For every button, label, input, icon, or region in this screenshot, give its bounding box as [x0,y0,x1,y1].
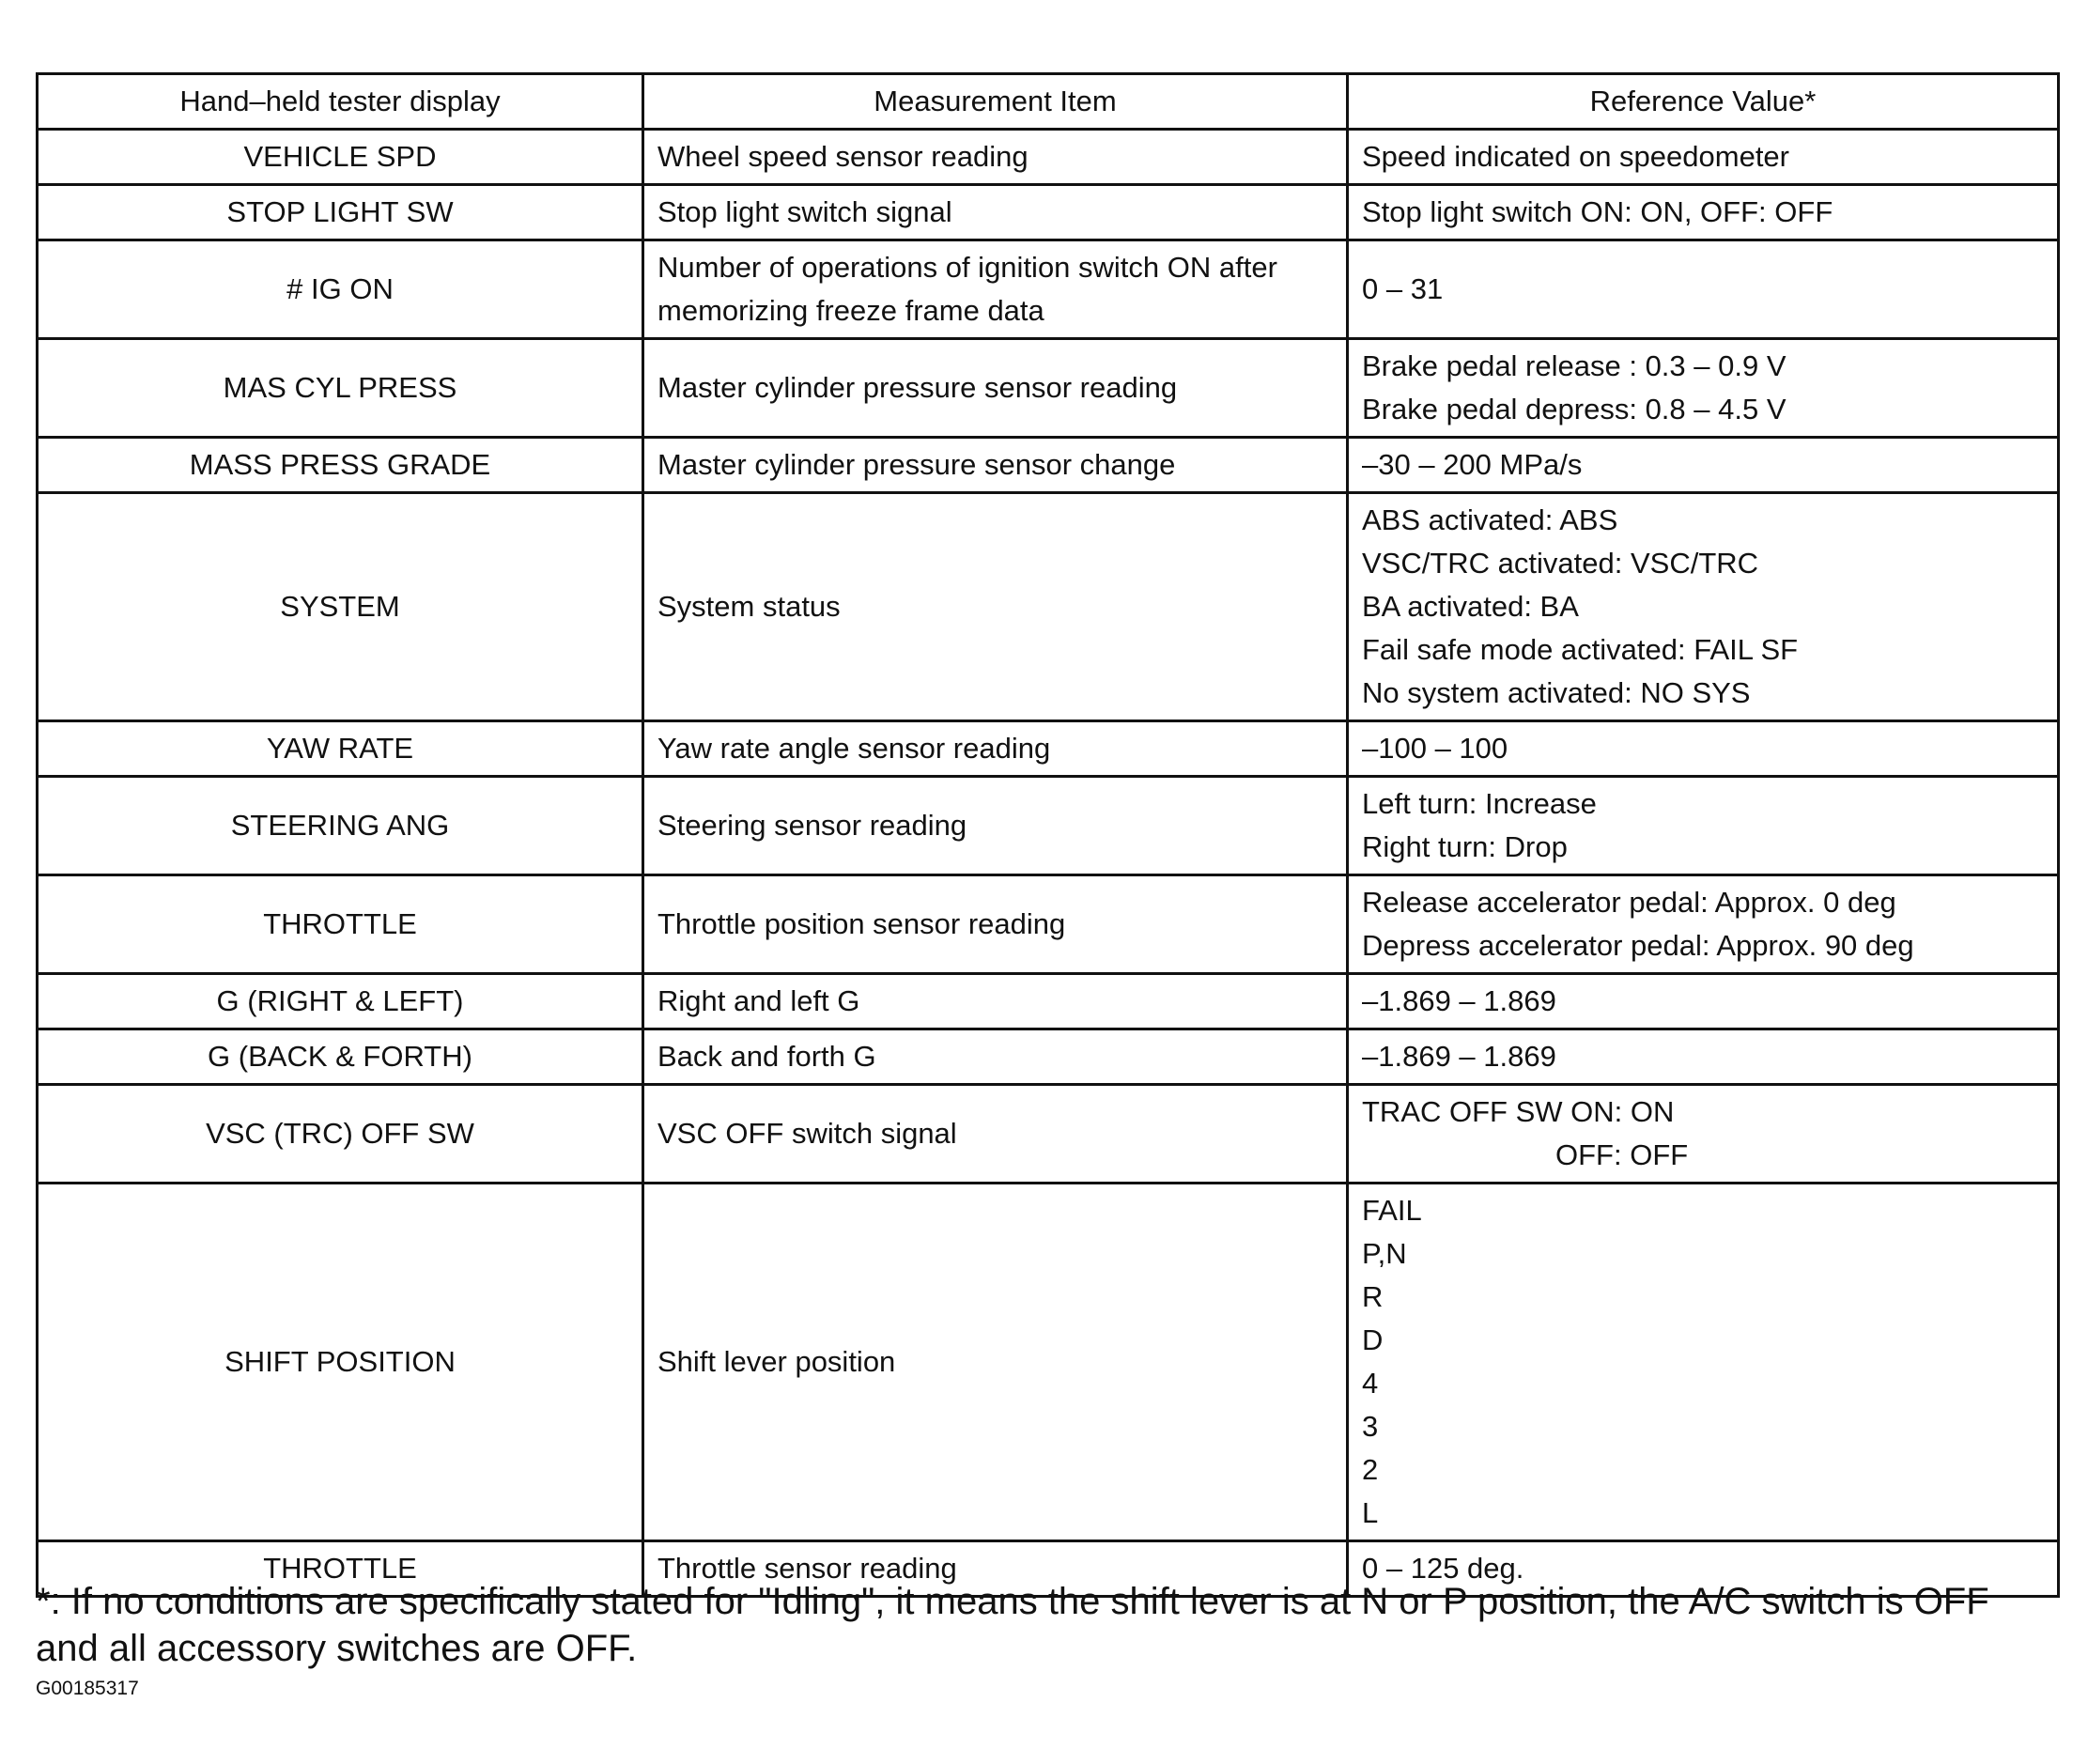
reference-value-line: ABS activated: ABS [1362,503,1618,536]
figure-code: G00185317 [36,1678,139,1699]
measurement-item-line: VSC OFF switch signal [657,1117,957,1150]
reference-value-cell [1348,1184,2059,1541]
reference-value-cell [1348,875,2059,974]
table-row [38,974,2059,1029]
measurement-item-line: Throttle position sensor reading [657,907,1066,940]
reference-value-cell [1348,240,2059,339]
table-row [38,493,2059,721]
header-reference-value: Reference Value* [1348,74,2059,130]
reference-value-line: Fail safe mode activated: FAIL SF [1362,633,1799,666]
table-row [38,185,2059,240]
table-row [38,1085,2059,1184]
reference-value-line: –1.869 – 1.869 [1362,1040,1556,1073]
measurement-item-cell [643,974,1348,1029]
measurement-item-line: Back and forth G [657,1040,876,1073]
reference-value-line: –1.869 – 1.869 [1362,984,1556,1017]
reference-value-line: Stop light switch ON: ON, OFF: OFF [1362,195,1833,228]
measurement-item-cell [643,1184,1348,1541]
reference-value-cell [1348,1085,2059,1184]
table-row [38,438,2059,493]
tester-display-cell: STOP LIGHT SW [38,185,643,240]
reference-value-line: VSC/TRC activated: VSC/TRC [1362,547,1759,580]
reference-value-line: P,N [1362,1237,1407,1270]
measurement-item-line: Throttle sensor reading [657,1552,957,1585]
measurement-item-line: Master cylinder pressure sensor reading [657,371,1178,404]
reference-value-line: –100 – 100 [1362,732,1508,765]
reference-value-line: Brake pedal release : 0.3 – 0.9 V [1362,349,1786,382]
reference-value-line: Left turn: Increase [1362,787,1597,820]
tester-display-cell: VEHICLE SPD [38,130,643,185]
table-row [38,875,2059,974]
measurement-item-line: Wheel speed sensor reading [657,140,1029,173]
table-row [38,777,2059,875]
reference-value-line: D [1362,1323,1384,1356]
tester-display-cell: SYSTEM [38,493,643,721]
measurement-item-line: memorizing freeze frame data [657,294,1044,327]
reference-value-line: TRAC OFF SW ON: ON [1362,1095,1675,1128]
measurement-item-line: Number of operations of ignition switch ON after [657,251,1277,284]
measurement-item-cell [643,493,1348,721]
tester-display-cell: MASS PRESS GRADE [38,438,643,493]
reference-value-line: 2 [1362,1453,1379,1486]
tester-display-cell: G (RIGHT & LEFT) [38,974,643,1029]
measurement-item-cell [643,339,1348,438]
reference-value-cell [1348,339,2059,438]
reference-value-line: Depress accelerator pedal: Approx. 90 deg [1362,929,1914,962]
measurement-item-line: Yaw rate angle sensor reading [657,732,1051,765]
measurement-item-cell [643,1085,1348,1184]
tester-display-cell: SHIFT POSITION [38,1184,643,1541]
measurement-item-line: Right and left G [657,984,860,1017]
reference-value-line: OFF: OFF [1555,1138,1689,1171]
measurement-item-line: Stop light switch signal [657,195,952,228]
measurement-item-cell [643,185,1348,240]
reference-value-line: 4 [1362,1367,1379,1400]
reference-value-line: 0 – 31 [1362,272,1444,305]
measurement-item-cell [643,1029,1348,1085]
table-header-row [38,74,2059,130]
measurement-item-cell [643,130,1348,185]
measurement-item-cell [643,777,1348,875]
reference-value-line: Right turn: Drop [1362,830,1568,863]
table-row [38,721,2059,777]
measurement-item-cell [643,240,1348,339]
reference-value-cell [1348,1029,2059,1085]
tester-display-cell: MAS CYL PRESS [38,339,643,438]
measurement-item-cell [643,438,1348,493]
tester-display-cell: # IG ON [38,240,643,339]
measurement-item-cell [643,875,1348,974]
reference-value-line: R [1362,1280,1384,1313]
measurement-item-line: Shift lever position [657,1345,896,1378]
reference-value-cell [1348,185,2059,240]
table-row [38,130,2059,185]
measurement-item-line: Steering sensor reading [657,809,967,842]
reference-value-line: 0 – 125 deg. [1362,1552,1524,1585]
header-tester-display: Hand–held tester display [38,74,643,130]
reference-value-line: Release accelerator pedal: Approx. 0 deg [1362,886,1896,919]
reference-value-line: 3 [1362,1410,1379,1443]
reference-table [36,72,2060,1598]
reference-value-cell [1348,974,2059,1029]
reference-value-line: Speed indicated on speedometer [1362,140,1789,173]
tester-display-cell: THROTTLE [38,1541,643,1597]
reference-value-cell [1348,438,2059,493]
reference-value-line: L [1362,1496,1379,1529]
tester-display-cell: THROTTLE [38,875,643,974]
table-row [38,1184,2059,1541]
measurement-item-line: System status [657,590,841,623]
table-row [38,240,2059,339]
footnote: *: If no conditions are specifically stated for "Idling", it means the shift lever is at N or P position, the A/C switch is OFF and all accessory switches are OFF. [36,1581,1989,1669]
reference-value-cell [1348,493,2059,721]
reference-value-line: No system activated: NO SYS [1362,676,1751,709]
reference-value-line: Brake pedal depress: 0.8 – 4.5 V [1362,393,1786,426]
tester-display-cell: G (BACK & FORTH) [38,1029,643,1085]
reference-value-line: –30 – 200 MPa/s [1362,448,1583,481]
tester-display-cell: STEERING ANG [38,777,643,875]
reference-value-cell [1348,777,2059,875]
tester-display-cell: YAW RATE [38,721,643,777]
table-row [38,1029,2059,1085]
reference-value-line: FAIL [1362,1194,1422,1227]
measurement-item-line: Master cylinder pressure sensor change [657,448,1176,481]
reference-value-line: BA activated: BA [1362,590,1579,623]
measurement-item-cell [643,721,1348,777]
tester-display-cell: VSC (TRC) OFF SW [38,1085,643,1184]
header-measurement-item: Measurement Item [643,74,1348,130]
reference-value-cell [1348,721,2059,777]
reference-value-cell [1348,130,2059,185]
table-row [38,339,2059,438]
